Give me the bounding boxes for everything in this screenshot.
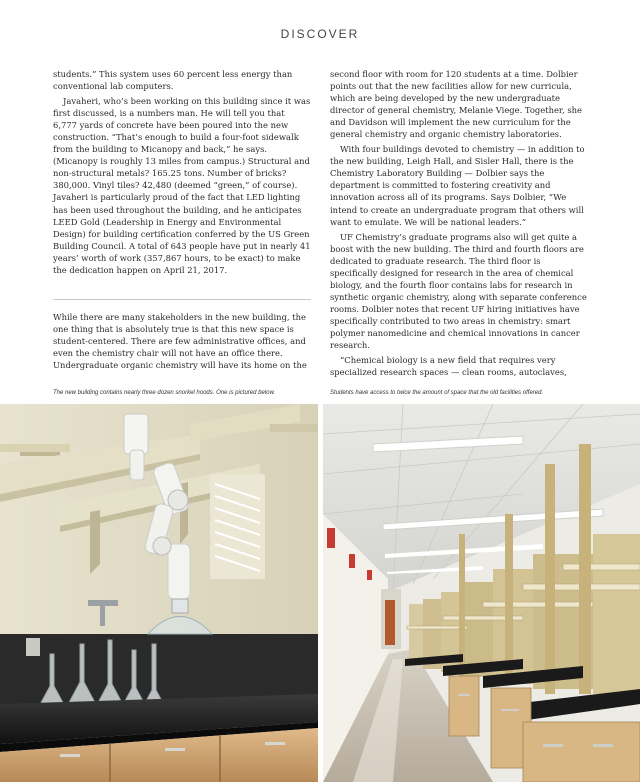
lab-corridor-illustration [323, 404, 640, 782]
paragraph: “Chemical biology is a new field that requires very specialized research spaces — clean rooms, autoclaves, [330, 355, 567, 378]
section-header: DISCOVER [280, 27, 360, 41]
lab-corridor-photo [323, 404, 640, 782]
photo-caption-right: Students have access to twice the amount of space that the old facilities offered. [330, 390, 544, 396]
photo-caption-left: The new building contains nearly three dozen snorkel hoods. One is pictured below. [53, 390, 276, 396]
paragraph: UF Chemistry’s graduate programs also will get quite a boost with the new building. The third and fourth floors are dedicated to graduate research. The third floor is specifically designed for research in the area of chemical biology, and the fourth floor contains labs for research in synthetic organic chemistry, along with separate conference rooms. Dolbier notes that recent UF hiring initiatives have specifically contributed to two areas in chemistry: smart polymer nanomedicine and chemical innovations in cancer research. [330, 231, 587, 351]
paragraph: Javaheri, who’s been working on this building since it was first discussed, is a numbers man. He will tell you that 6,777 yards of concrete have been poured into the new construction. “That’s enough to build a four-foot sidewalk from the building to Micanopy and back,” he says. (Micanopy is roughly 13 miles from campus.) Structural and non-structural metals? 165.25 tons. Number of bricks? 380,000. Vinyl tiles? 42,480 (deemed “green,” of course). Javaheri is particularly proud of the fact that LED lighting has been used throughout the building, and he anticipates LEED Gold (Leadership in Energy and Environmental Design) for building certification conferred by the US Green Building Council. A total of 643 people have put in nearly 41 years’ worth of work (357,867 hours, to be exact) to make the dedication happen on April 21, 2017. [53, 96, 311, 275]
lab-hood-photo [0, 404, 318, 782]
left-column-bottom [53, 311, 311, 374]
paragraph: With four buildings devoted to chemistry — in addition to the new building, Leigh Hall, and Sisler Hall, there is the Chemistry Laboratory Building — Dolbier says the department is committed to fostering creativity and innovation across all of its programs. Says Dolbier, “We intend to create an undergraduate program that others will want to emulate. We will be national leaders.” [330, 144, 585, 227]
left-column-top [53, 68, 311, 279]
lab-hood-illustration [0, 404, 318, 782]
paragraph: While there are many stakeholders in the new building, the one thing that is absolutely true is that this new space is student-centered. There are few administrative offices, and even the chemistry chair will not have an office there. Undergraduate organic chemistry will have its home on the [53, 312, 307, 371]
paragraph: students.” This system uses 60 percent less energy than conventional lab computers. [53, 69, 293, 92]
right-column [330, 68, 588, 381]
paragraph: second floor with room for 120 students at a time. Dolbier points out that the new facilities allow for new curricula, which are being developed by the new undergraduate director of general chemistry, Melanie Viege. Together, she and Davidson will implement the new curriculum for the general chemistry and organic chemistry laboratories. [330, 69, 582, 140]
divider [53, 299, 311, 300]
